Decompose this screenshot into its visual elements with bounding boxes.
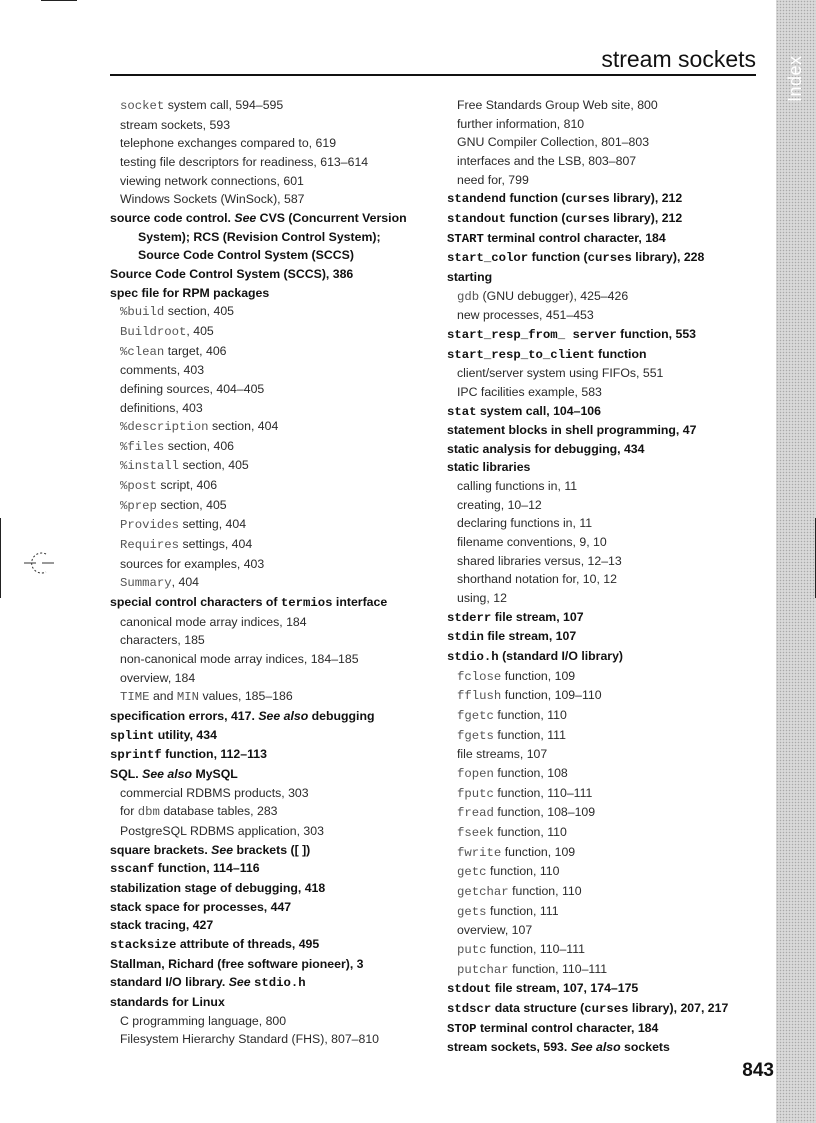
code-term: putchar xyxy=(457,962,509,977)
entry-text: standards for Linux xyxy=(110,994,225,1009)
code-term: getc xyxy=(457,865,487,880)
code-term: gdb xyxy=(457,289,480,304)
entry-text: function, 108 xyxy=(493,765,568,780)
code-term: getchar xyxy=(457,884,509,899)
entry-text: C programming language, 800 xyxy=(120,1013,287,1028)
index-subentry xyxy=(110,631,440,650)
code-term: standend xyxy=(447,192,507,207)
index-subentry xyxy=(447,940,777,960)
entry-text: declaring functions in, 11 xyxy=(457,516,593,531)
entry-text: characters, 185 xyxy=(120,633,205,648)
entry-text: data structure ( xyxy=(491,1000,585,1015)
entry-text: stream sockets, 593. xyxy=(447,1040,571,1055)
index-entry xyxy=(447,229,777,249)
index-entry xyxy=(447,608,777,628)
entry-text: Source Code Control System (SCCS), 386 xyxy=(110,266,354,281)
index-subentry xyxy=(447,706,777,726)
code-term: sprintf xyxy=(110,748,162,763)
entry-text: terminal control character, 184 xyxy=(476,1020,659,1035)
entry-text: , 404 xyxy=(171,575,200,590)
index-subentry xyxy=(447,745,777,764)
code-term: curses xyxy=(565,211,610,226)
entry-text: sockets xyxy=(620,1040,670,1055)
entry-text: library), 212 xyxy=(609,210,683,225)
entry-text: comments, 403 xyxy=(120,363,205,378)
code-term: stdscr xyxy=(447,1001,492,1016)
entry-text: section, 405 xyxy=(156,497,227,512)
index-subentry xyxy=(110,116,440,135)
entry-text: function, 114–116 xyxy=(154,861,260,876)
entry-text: file stream, 107, 174–175 xyxy=(491,981,639,996)
entry-text: client/server system using FIFOs, 551 xyxy=(457,366,664,381)
index-entry xyxy=(447,1038,777,1057)
entry-text: function, 109 xyxy=(501,668,576,683)
code-term: stacksize xyxy=(110,937,177,952)
index-entry xyxy=(447,979,777,999)
entry-text: CVS (Concurrent Version xyxy=(256,210,407,225)
code-term: fgetc xyxy=(457,709,494,723)
entry-text: System); RCS (Revision Control System); xyxy=(138,229,381,244)
index-entry-continuation xyxy=(110,228,440,247)
entry-text: filename conventions, 9, 10 xyxy=(457,535,607,550)
entry-text: target, 406 xyxy=(164,343,227,358)
entry-text: function, 110–111 xyxy=(493,785,593,800)
index-subentry xyxy=(110,784,440,803)
index-subentry xyxy=(110,172,440,191)
entry-text: interface xyxy=(332,595,388,610)
index-subentry xyxy=(110,134,440,153)
entry-text: PostgreSQL RDBMS application, 303 xyxy=(120,823,324,838)
see-reference: See xyxy=(234,210,257,225)
index-subentry xyxy=(447,115,777,134)
code-term: Requires xyxy=(120,538,180,553)
index-subentry xyxy=(110,687,440,707)
entry-text: section, 405 xyxy=(164,304,235,319)
index-entry xyxy=(447,402,777,422)
entry-text: static analysis for debugging, 434 xyxy=(447,441,645,456)
entry-text: file stream, 107 xyxy=(483,629,577,644)
code-term: %post xyxy=(120,479,157,494)
entry-text: (standard I/O library) xyxy=(498,649,624,664)
entry-text: interfaces and the LSB, 803–807 xyxy=(457,153,637,168)
entry-text: sources for examples, 403 xyxy=(120,556,265,571)
index-subentry xyxy=(447,823,777,843)
entry-text: further information, 810 xyxy=(457,116,585,131)
code-term: curses xyxy=(584,1001,629,1016)
entry-text: function, 111 xyxy=(486,903,559,918)
index-entry xyxy=(110,707,440,726)
index-subentry xyxy=(447,533,777,552)
entry-text: SQL. xyxy=(110,766,143,781)
entry-text: overview, 107 xyxy=(457,923,533,938)
index-subentry xyxy=(110,822,440,841)
index-entry xyxy=(110,265,440,284)
entry-text: creating, 10–12 xyxy=(457,497,542,512)
code-term: stdin xyxy=(447,630,484,645)
index-subentry xyxy=(447,726,777,746)
see-reference: See also xyxy=(142,766,193,781)
index-entry xyxy=(447,440,777,459)
entry-text: square brackets. xyxy=(110,842,212,857)
index-subentry xyxy=(110,342,440,362)
running-header-title: stream sockets xyxy=(601,46,756,72)
entry-text: function, 110–111 xyxy=(508,961,608,976)
code-term: stdout xyxy=(447,982,492,997)
code-term: %build xyxy=(120,305,165,320)
entry-text: function, 110 xyxy=(508,883,582,898)
index-subentry xyxy=(110,802,440,822)
index-entry xyxy=(447,248,777,268)
index-subentry xyxy=(447,364,777,383)
index-subentry xyxy=(447,514,777,533)
index-subentry xyxy=(447,287,777,307)
entry-text: statement blocks in shell programming, 47 xyxy=(447,423,697,438)
entry-text: function, 110 xyxy=(486,864,560,879)
entry-text: definitions, 403 xyxy=(120,400,203,415)
index-subentry xyxy=(447,383,777,402)
code-term: start_resp_from_ server xyxy=(447,327,617,342)
index-subentry xyxy=(447,171,777,190)
entry-text: need for, 799 xyxy=(457,172,529,187)
code-term: START xyxy=(447,231,484,246)
index-subentry xyxy=(110,535,440,555)
code-term: stdio.h xyxy=(447,650,499,665)
index-entry xyxy=(447,189,777,209)
index-subentry xyxy=(447,882,777,902)
index-entry-continuation xyxy=(110,246,440,265)
entry-text: function, 108–109 xyxy=(493,805,596,820)
index-entry xyxy=(447,627,777,647)
left-margin-rule xyxy=(0,518,1,598)
index-entry xyxy=(110,955,440,974)
entry-text: section, 405 xyxy=(179,458,249,473)
index-entry xyxy=(110,284,440,303)
index-subentry xyxy=(110,456,440,476)
index-entry xyxy=(110,745,440,765)
index-subentry xyxy=(110,1012,440,1031)
index-entry xyxy=(447,1019,777,1039)
entry-text: function, 111 xyxy=(493,727,566,742)
index-column-left xyxy=(110,96,440,1049)
entry-text: file streams, 107 xyxy=(457,747,548,762)
index-entry xyxy=(447,421,777,440)
code-term: fputc xyxy=(457,786,494,801)
entry-text: shared libraries versus, 12–13 xyxy=(457,553,622,568)
entry-text: viewing network connections, 601 xyxy=(120,173,304,188)
entry-text: debugging xyxy=(308,709,375,723)
index-subentry xyxy=(110,190,440,209)
entry-text: system call, 594–595 xyxy=(164,98,284,112)
code-term: %prep xyxy=(120,498,157,513)
entry-text: brackets ([ ]) xyxy=(233,842,311,857)
entry-text: function, 109 xyxy=(501,844,576,859)
index-subentry xyxy=(447,589,777,608)
entry-text: canonical mode array indices, 184 xyxy=(120,614,307,629)
index-subentry xyxy=(447,843,777,863)
entry-text: file stream, 107 xyxy=(491,609,584,624)
index-subentry xyxy=(110,1030,440,1049)
code-term: stat xyxy=(447,404,477,419)
entry-text: shorthand notation for, 10, 12 xyxy=(457,572,617,587)
entry-text: function, 112–113 xyxy=(161,747,267,762)
see-reference: See also xyxy=(570,1040,621,1055)
entry-text: GNU Compiler Collection, 801–803 xyxy=(457,135,650,150)
index-entry xyxy=(447,268,777,287)
code-term: stdio.h xyxy=(254,976,306,991)
index-subentry xyxy=(447,902,777,922)
index-subentry xyxy=(110,361,440,380)
code-term: %clean xyxy=(120,344,165,359)
entry-text: commercial RDBMS products, 303 xyxy=(120,785,309,800)
code-term: fwrite xyxy=(457,845,502,860)
entry-text: Stallman, Richard (free software pioneer), 3 xyxy=(110,956,364,971)
code-term: dbm xyxy=(137,805,160,820)
side-tab-label: Index xyxy=(785,55,805,102)
entry-text: function ( xyxy=(528,250,588,265)
code-term: splint xyxy=(110,728,155,743)
entry-text: Windows Sockets (WinSock), 587 xyxy=(120,192,305,207)
entry-text: terminal control character, 184 xyxy=(483,230,666,245)
code-term: gets xyxy=(457,904,487,919)
entry-text: stabilization stage of debugging, 418 xyxy=(110,880,326,895)
entry-text: stack space for processes, 447 xyxy=(110,899,292,914)
index-entry xyxy=(447,325,777,345)
index-subentry xyxy=(110,153,440,172)
index-entry xyxy=(447,209,777,229)
index-entry xyxy=(110,973,440,993)
entry-text: Free Standards Group Web site, 800 xyxy=(457,98,658,112)
entry-text: special control characters of xyxy=(110,595,281,610)
code-term: sscanf xyxy=(110,862,155,877)
index-subentry xyxy=(110,302,440,322)
index-subentry xyxy=(447,152,777,171)
index-subentry xyxy=(110,555,440,574)
index-entry xyxy=(447,345,777,365)
index-subentry xyxy=(110,380,440,399)
entry-text: function, 110 xyxy=(493,824,567,839)
index-subentry xyxy=(447,784,777,804)
index-entry xyxy=(110,935,440,955)
entry-text: specification errors, 417. xyxy=(110,709,259,723)
code-term: MIN xyxy=(176,690,200,705)
entry-text: section, 404 xyxy=(208,419,279,434)
code-term: Provides xyxy=(120,518,180,533)
code-term: start_color xyxy=(447,251,529,266)
index-entry xyxy=(447,647,777,667)
entry-text: library), 207, 217 xyxy=(628,1000,729,1015)
entry-text: function xyxy=(594,346,647,361)
index-entry xyxy=(447,999,777,1019)
entry-text: for xyxy=(120,804,138,819)
index-subentry xyxy=(447,764,777,784)
index-side-tab xyxy=(776,0,816,1123)
index-entry xyxy=(110,993,440,1012)
entry-text: stream sockets, 593 xyxy=(120,117,231,132)
index-entry xyxy=(110,841,440,860)
index-entry xyxy=(110,593,440,613)
entry-text: starting xyxy=(447,269,493,284)
entry-text: , 405 xyxy=(186,323,214,338)
entry-text: and xyxy=(149,689,177,704)
entry-text: MySQL xyxy=(192,766,238,781)
index-subentry xyxy=(447,96,777,115)
code-term: fgets xyxy=(457,728,494,743)
entry-text: spec file for RPM packages xyxy=(110,285,270,300)
index-subentry xyxy=(447,306,777,325)
entry-text: database tables, 283 xyxy=(159,804,278,819)
index-subentry xyxy=(447,862,777,882)
code-term: Summary xyxy=(120,576,172,591)
code-term: %description xyxy=(120,420,209,435)
index-subentry xyxy=(447,960,777,980)
index-subentry xyxy=(110,496,440,516)
page-number: 843 xyxy=(742,1060,774,1081)
entry-text: static libraries xyxy=(447,460,531,475)
entry-text: system call, 104–106 xyxy=(476,403,601,418)
see-reference: See xyxy=(228,975,251,990)
index-entry xyxy=(110,898,440,917)
entry-text: function, 553 xyxy=(616,326,696,341)
entry-text: non-canonical mode array indices, 184–185 xyxy=(120,652,359,667)
entry-text: Source Code Control System (SCCS) xyxy=(138,248,354,263)
index-subentry xyxy=(110,573,440,593)
entry-text: library), 212 xyxy=(609,191,683,206)
entry-text: section, 406 xyxy=(164,438,235,453)
see-reference: See xyxy=(211,842,234,857)
entry-text: function ( xyxy=(506,210,566,225)
code-term: Buildroot xyxy=(120,324,187,339)
entry-text: stack tracing, 427 xyxy=(110,918,214,933)
code-term: start_resp_to_client xyxy=(447,347,595,362)
code-term: STOP xyxy=(447,1021,477,1036)
top-corner-rule xyxy=(41,0,77,1)
entry-text: telephone exchanges compared to, 619 xyxy=(120,136,337,151)
entry-text: defining sources, 404–405 xyxy=(120,381,265,396)
index-subentry xyxy=(110,437,440,457)
entry-text: using, 12 xyxy=(457,591,507,606)
code-term: %files xyxy=(120,439,165,454)
index-subentry xyxy=(110,613,440,632)
code-term: stderr xyxy=(447,610,492,625)
entry-text: source code control. xyxy=(110,210,235,225)
entry-text: attribute of threads, 495 xyxy=(176,936,320,951)
index-subentry xyxy=(447,496,777,515)
entry-text: IPC facilities example, 583 xyxy=(457,384,602,399)
code-term: curses xyxy=(565,192,610,207)
index-subentry xyxy=(110,417,440,437)
index-subentry xyxy=(110,322,440,342)
entry-text: (GNU debugger), 425–426 xyxy=(479,288,629,303)
entry-text: function, 109–110 xyxy=(501,688,602,703)
entry-text: function, 110–111 xyxy=(486,941,585,956)
entry-text: calling functions in, 11 xyxy=(457,479,578,494)
index-entry xyxy=(110,726,440,746)
code-term: fopen xyxy=(457,766,494,781)
code-term: socket xyxy=(120,99,165,113)
code-term: curses xyxy=(587,251,632,266)
code-term: TIME xyxy=(120,690,150,705)
code-term: %install xyxy=(120,459,180,474)
index-subentry xyxy=(447,477,777,496)
index-subentry xyxy=(447,667,777,687)
code-term: fflush xyxy=(457,689,502,704)
index-subentry xyxy=(110,669,440,688)
index-subentry xyxy=(447,803,777,823)
index-entry xyxy=(110,765,440,784)
code-term: standout xyxy=(447,211,507,226)
registration-mark-icon xyxy=(24,548,54,578)
entry-text: script, 406 xyxy=(156,478,218,493)
entry-text: Filesystem Hierarchy Standard (FHS), 807–810 xyxy=(120,1032,380,1047)
index-entry xyxy=(110,859,440,879)
entry-text: values, 185–186 xyxy=(199,689,293,704)
index-subentry xyxy=(110,399,440,418)
entry-text: testing file descriptors for readiness, 613–614 xyxy=(120,154,369,169)
entry-text: new processes, 451–453 xyxy=(457,308,594,323)
index-subentry xyxy=(447,133,777,152)
entry-text: overview, 184 xyxy=(120,670,196,685)
entry-text: setting, 404 xyxy=(179,517,247,532)
index-entry xyxy=(110,879,440,898)
index-subentry xyxy=(447,921,777,940)
code-term: termios xyxy=(280,596,333,611)
entry-text: settings, 404 xyxy=(179,537,253,552)
index-subentry xyxy=(110,96,440,116)
see-reference: See also xyxy=(258,709,309,723)
index-subentry xyxy=(447,552,777,571)
header-rule xyxy=(110,74,756,76)
index-entry xyxy=(110,209,440,228)
code-term: fread xyxy=(457,806,494,821)
index-subentry xyxy=(110,515,440,535)
index-subentry xyxy=(110,476,440,496)
index-subentry xyxy=(447,686,777,706)
entry-text: function, 110 xyxy=(493,708,567,722)
index-entry xyxy=(447,458,777,477)
index-subentry xyxy=(110,650,440,669)
code-term: fseek xyxy=(457,825,494,840)
index-subentry xyxy=(447,570,777,589)
index-entry xyxy=(110,916,440,935)
entry-text: library), 228 xyxy=(631,250,705,265)
code-term: fclose xyxy=(457,669,502,684)
index-column-right xyxy=(447,96,777,1057)
entry-text: function ( xyxy=(506,191,566,206)
code-term: putc xyxy=(457,942,487,957)
entry-text: utility, 434 xyxy=(154,727,217,742)
entry-text: standard I/O library. xyxy=(110,975,229,990)
